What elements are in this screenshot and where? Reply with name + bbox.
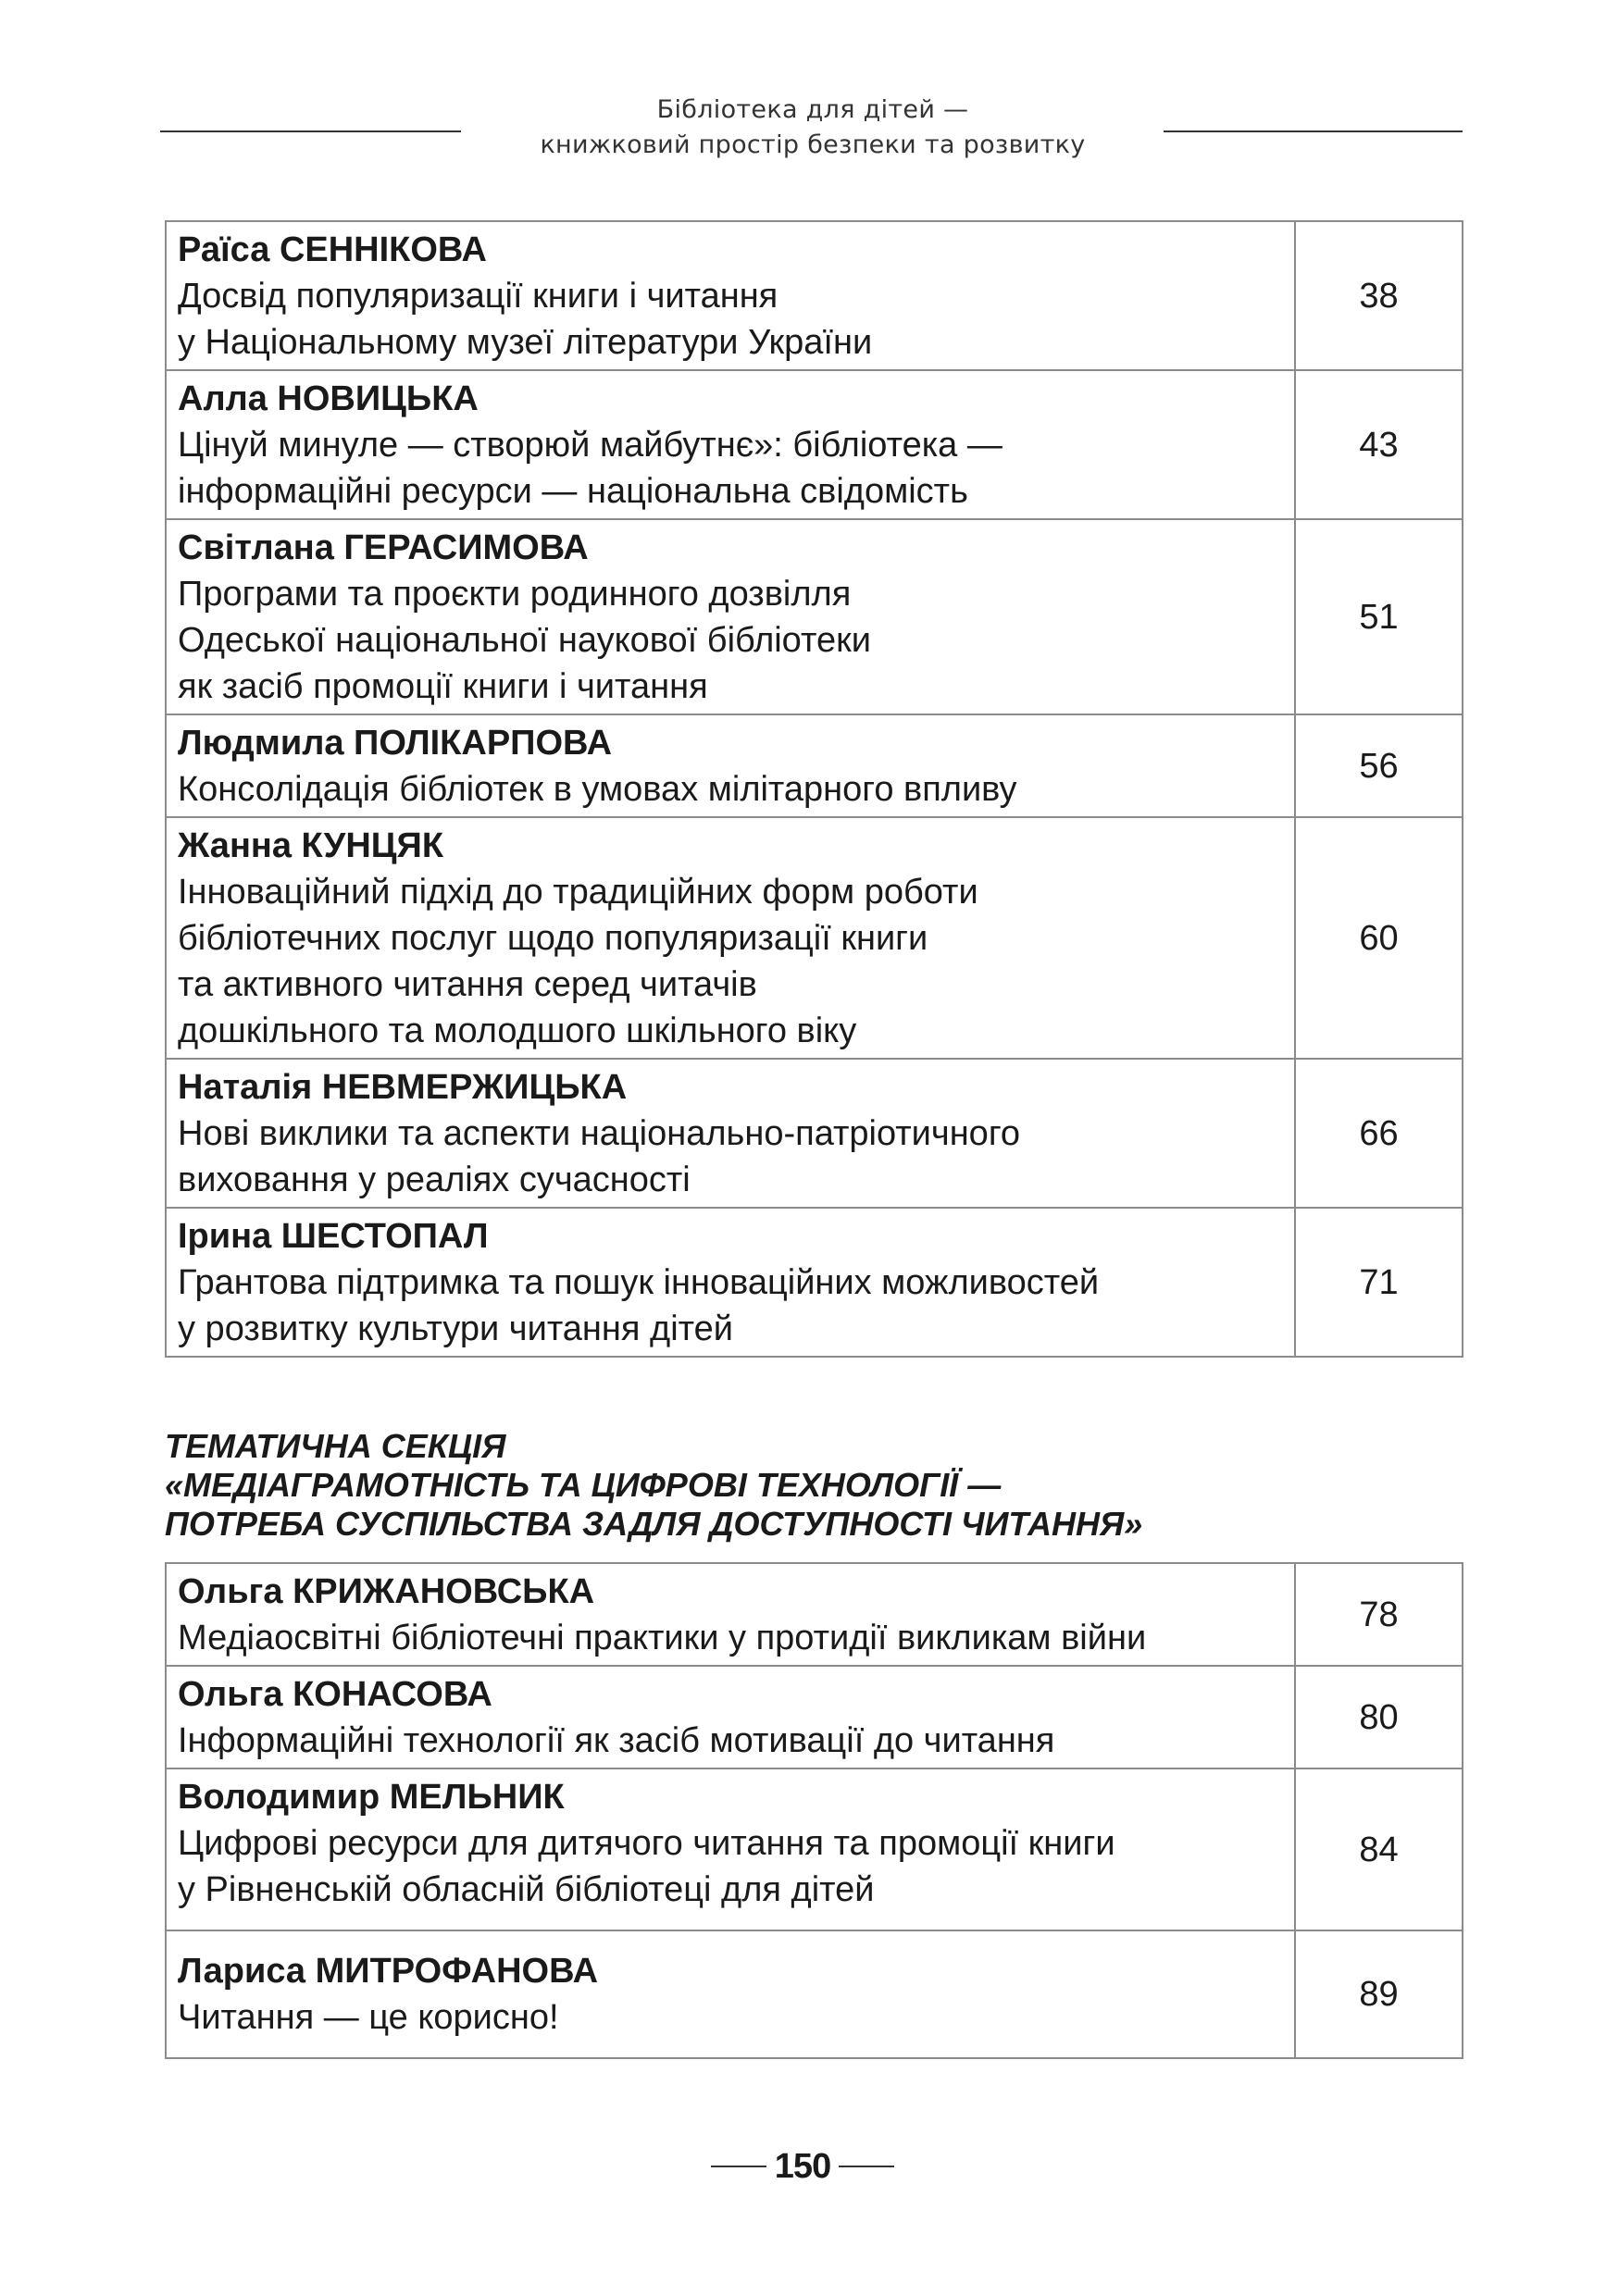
- author-name: Людмила ПОЛІКАРПОВА: [178, 724, 613, 763]
- toc-row: [166, 1930, 1463, 2058]
- page-ref: 56: [1295, 714, 1463, 817]
- toc-entry: [166, 1208, 1295, 1357]
- header-line: Бібліотека для дітей —: [656, 95, 969, 124]
- author-name: Ольга КОНАСОВА: [178, 1675, 492, 1714]
- article-title-line: дошкільного та молодшого шкільного віку: [178, 1011, 857, 1050]
- page-ref: 51: [1295, 519, 1463, 714]
- article-title-line: Цифрові ресурси для дитячого читання та промоції книги: [178, 1824, 1115, 1863]
- author-name: Раїса СЕННІКОВА: [178, 230, 487, 269]
- author-name: Ольга КРИЖАНОВСЬКА: [178, 1572, 595, 1611]
- toc-row: [166, 1059, 1463, 1208]
- article-title-line: виховання у реаліях сучасності: [178, 1160, 691, 1199]
- article-title-line: Читання — це корисно!: [178, 1998, 559, 2037]
- page-ref: 84: [1295, 1769, 1463, 1930]
- section-heading-line: ПОТРЕБА СУСПІЛЬСТВА ЗАДЛЯ ДОСТУПНОСТІ ЧИТАННЯ»: [165, 1505, 1143, 1543]
- article-title-line: у Національному музеї літератури України: [178, 323, 873, 362]
- article-title-line: та активного читання серед читачів: [178, 965, 757, 1004]
- page-ref: 80: [1295, 1666, 1463, 1769]
- article-title-line: Цінуй минуле — створюй майбутнє»: бібліотека —: [178, 426, 1003, 465]
- toc-row: [166, 714, 1463, 817]
- header-rule-right: [1164, 130, 1463, 132]
- page-number: 150: [774, 2147, 831, 2186]
- toc-row: [166, 519, 1463, 714]
- author-name: Ірина ШЕСТОПАЛ: [178, 1217, 489, 1256]
- article-title-line: Досвід популяризації книги і читання: [178, 277, 778, 316]
- page-number-footer: [0, 2145, 1619, 2188]
- page-number-rule-right: [839, 2166, 894, 2167]
- toc-entry: [166, 370, 1295, 519]
- page-ref: 38: [1295, 221, 1463, 370]
- toc-row: [166, 1666, 1463, 1769]
- page-ref: 43: [1295, 370, 1463, 519]
- toc-row: [166, 1208, 1463, 1357]
- author-name: Володимир МЕЛЬНИК: [178, 1778, 565, 1817]
- toc-row: [166, 817, 1463, 1059]
- toc-row: [166, 221, 1463, 370]
- article-title-line: інформаційні ресурси — національна свідомість: [178, 472, 968, 511]
- toc-entry: [166, 1666, 1295, 1769]
- page-ref: 78: [1295, 1563, 1463, 1666]
- article-title-line: Інформаційні технології як засіб мотивації до читання: [178, 1721, 1055, 1760]
- article-title-line: бібліотечних послуг щодо популяризації книги: [178, 919, 928, 958]
- article-title-line: як засіб промоції книги і читання: [178, 667, 708, 706]
- page-ref: 71: [1295, 1208, 1463, 1357]
- toc-entry: [166, 817, 1295, 1059]
- toc-table: [165, 220, 1463, 1358]
- toc-entry: [166, 221, 1295, 370]
- author-name: Світлана ГЕРАСИМОВА: [178, 528, 589, 567]
- article-title-line: Нові виклики та аспекти національно-патріотичного: [178, 1114, 1020, 1153]
- article-title-line: Консолідація бібліотек в умовах мілітарного впливу: [178, 770, 1017, 809]
- section-heading-line: ТЕМАТИЧНА СЕКЦІЯ: [165, 1427, 506, 1465]
- article-title-line: у Рівненській обласній бібліотеці для дітей: [178, 1870, 875, 1909]
- toc-entry: [166, 1930, 1295, 2058]
- toc-entry: [166, 1563, 1295, 1666]
- article-title-line: Інноваційний підхід до традиційних форм роботи: [178, 873, 978, 912]
- header-rule-left: [160, 130, 461, 132]
- toc-entry: [166, 519, 1295, 714]
- toc-table: [165, 1562, 1463, 2059]
- article-title-line: Грантова підтримка та пошук інноваційних можливостей: [178, 1263, 1100, 1302]
- page-ref: 66: [1295, 1059, 1463, 1208]
- author-name: Наталія НЕВМЕРЖИЦЬКА: [178, 1068, 628, 1107]
- article-title-line: Програми та проєкти родинного дозвілля: [178, 575, 852, 614]
- article-title-line: у розвитку культури читання дітей: [178, 1309, 733, 1348]
- author-name: Лариса МИТРОФАНОВА: [178, 1952, 599, 1991]
- article-title-line: Медіаосвітні бібліотечні практики у протидії викликам війни: [178, 1619, 1147, 1657]
- page-ref: 89: [1295, 1930, 1463, 2058]
- section-heading-line: «МЕДІАГРАМОТНІСТЬ ТА ЦИФРОВІ ТЕХНОЛОГІЇ —: [165, 1466, 1002, 1504]
- toc-row: [166, 1563, 1463, 1666]
- toc-entry: [166, 714, 1295, 817]
- page-number-rule-left: [711, 2166, 766, 2167]
- toc-row: [166, 370, 1463, 519]
- header-line: книжковий простір безпеки та розвитку: [540, 130, 1086, 159]
- toc-entry: [166, 1059, 1295, 1208]
- page-ref: 60: [1295, 817, 1463, 1059]
- article-title-line: Одеської національної наукової бібліотеки: [178, 621, 871, 660]
- header-title: [481, 93, 1144, 163]
- section-heading: [165, 1427, 1463, 1544]
- author-name: Жанна КУНЦЯК: [178, 826, 444, 865]
- toc-entry: [166, 1769, 1295, 1930]
- author-name: Алла НОВИЦЬКА: [178, 379, 479, 418]
- running-header: [0, 93, 1619, 167]
- toc-row: [166, 1769, 1463, 1930]
